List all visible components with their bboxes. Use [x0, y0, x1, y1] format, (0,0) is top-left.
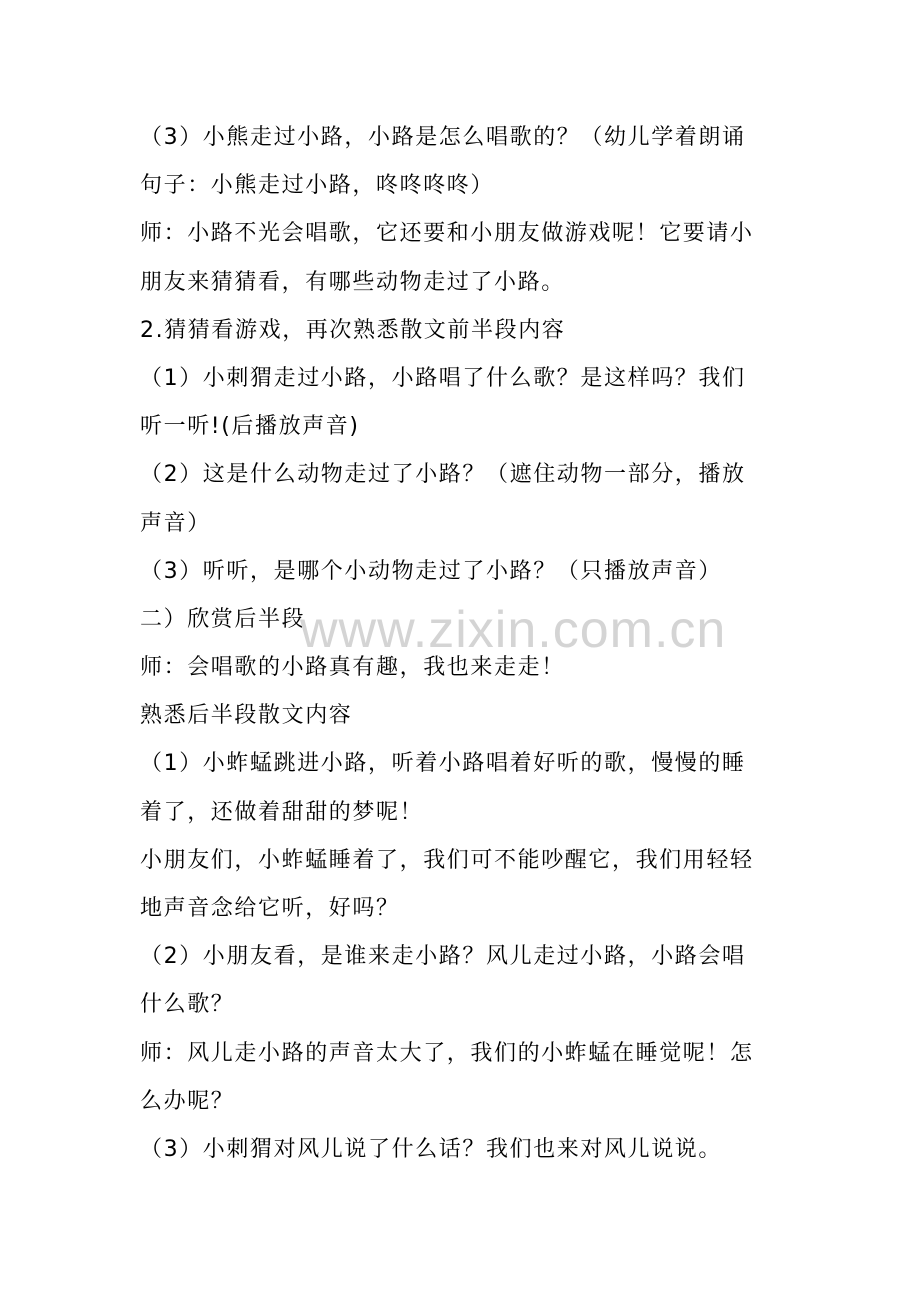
watermark: www.zixin.com.cn — [300, 601, 727, 659]
text-line: 句子：小熊走过小路，咚咚咚咚） — [140, 173, 495, 199]
text-line: 着了，还做着甜甜的梦呢！ — [140, 799, 424, 825]
text-line: 师：会唱歌的小路真有趣，我也来走走！ — [140, 655, 565, 681]
text-line: 师：小路不光会唱歌，它还要和小朋友做游戏呢！它要请小 — [140, 221, 754, 247]
section-heading: 二）欣赏后半段 — [140, 606, 306, 632]
text-line: （3）听听，是哪个小动物走过了小路？（只播放声音） — [140, 558, 722, 584]
text-line: 熟悉后半段散文内容 — [140, 703, 353, 729]
text-line: （3）小刺猬对风儿说了什么话？我们也来对风儿说说。 — [140, 1136, 722, 1162]
text-line: 师：风儿走小路的声音太大了，我们的小蚱蜢在睡觉呢！怎 — [140, 1040, 754, 1066]
text-line: （3）小熊走过小路，小路是怎么唱歌的？（幼儿学着朗诵 — [140, 125, 746, 150]
text-line: （2）这是什么动物走过了小路？（遮住动物一部分，播放 — [140, 462, 746, 488]
text-line: 声音） — [140, 510, 211, 536]
document-body — [140, 114, 790, 1174]
text-line: 什么歌？ — [140, 992, 235, 1018]
text-line: 听一听!(后播放声音) — [140, 414, 360, 440]
text-line: （1）小蚱蜢跳进小路，听着小路唱着好听的歌，慢慢的睡 — [140, 751, 746, 777]
text-line: 小朋友们，小蚱蜢睡着了，我们可不能吵醒它，我们用轻轻 — [140, 847, 754, 873]
text-line: 地声音念给它听，好吗？ — [140, 896, 400, 921]
text-line: （2）小朋友看，是谁来走小路？风儿走过小路，小路会唱 — [140, 944, 746, 970]
text-line: （1）小刺猬走过小路，小路唱了什么歌？是这样吗？我们 — [140, 365, 746, 391]
section-heading: 2.猜猜看游戏，再次熟悉散文前半段内容 — [140, 317, 566, 343]
text-line: 么办呢？ — [140, 1088, 235, 1114]
text-line: 朋友来猜猜看，有哪些动物走过了小路。 — [140, 269, 565, 295]
